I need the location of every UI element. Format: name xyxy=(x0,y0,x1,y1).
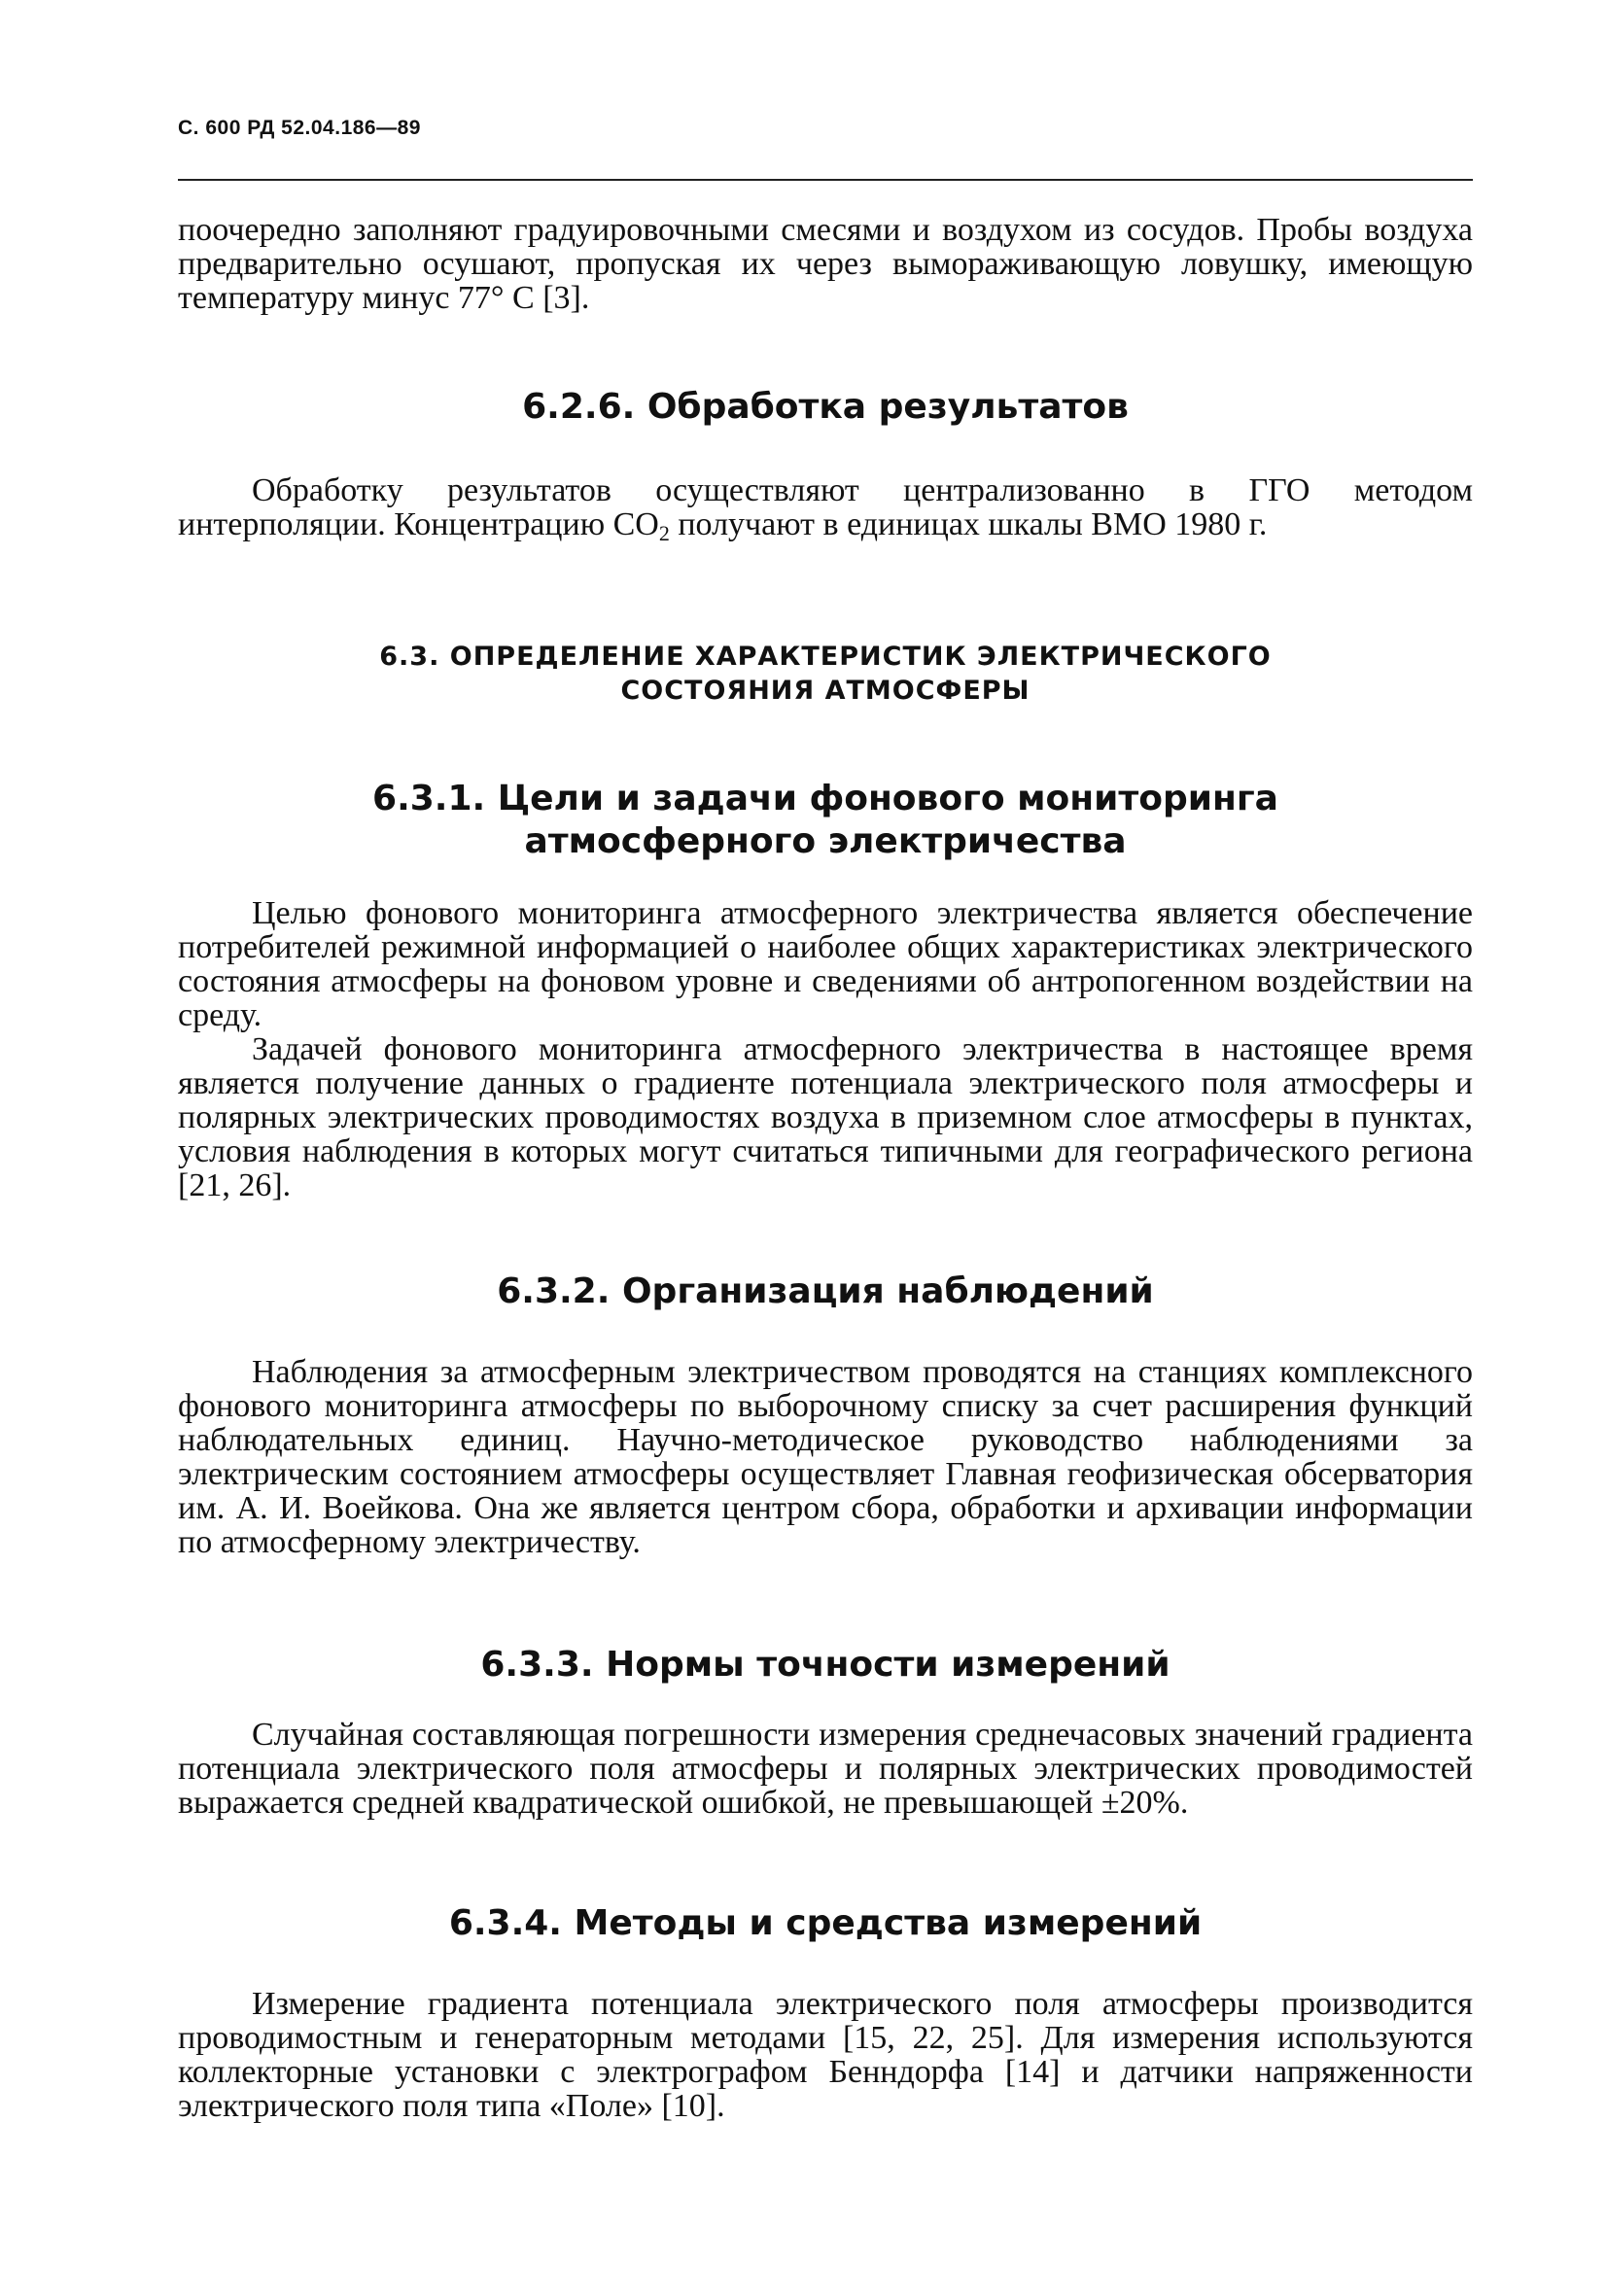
heading-6-3-2-text: 6.3.2. Организация наблюдений xyxy=(497,1271,1154,1311)
heading-6-3-3 xyxy=(178,1644,1473,1687)
processing-text-after: получают в единицах шкалы ВМО 1980 г. xyxy=(669,506,1268,542)
heading-6-3-4-text: 6.3.4. Методы и средства измерений xyxy=(448,1903,1203,1943)
section-6-3-4-body xyxy=(178,1987,1473,2123)
section-heading-6-3-line2: СОСТОЯНИЯ АТМОСФЕРЫ xyxy=(620,676,1031,706)
processing-text-before: Обработку результатов осуществляют централизованно в ГГО методом интерполяции. Концентрацию CO xyxy=(178,472,1473,542)
methods-paragraph: Измерение градиента потенциала электрического поля атмосферы производится проводимостным и генераторным методами [15, 22, 25]. Для измерения используются коллекторные установки с электрографом Бенндорфа [14] и датчики напряженности электрического поля типа «Поле» [10]. xyxy=(178,1986,1473,2124)
running-header: С. 600 РД 52.04.186—89 xyxy=(178,117,421,139)
intro-paragraph-block xyxy=(178,213,1473,315)
section-6-3-2-body xyxy=(178,1355,1473,1559)
heading-6-3-4 xyxy=(178,1902,1473,1945)
task-paragraph: Задачей фонового мониторинга атмосферного электричества в настоящее время является получение данных о градиенте потенциала электрического поля атмосферы и полярных электрических проводимостях воздуха в приземном слое атмосферы в пунктах, условия наблюдения в которых могут считаться типичными для географического региона [21, 26]. xyxy=(178,1031,1473,1203)
heading-6-3-2 xyxy=(178,1270,1473,1313)
accuracy-paragraph: Случайная составляющая погрешности измерения среднечасовых значений градиента потенциала электрического поля атмосферы и полярных электрических проводимостей выражается средней квадратической ошибкой, не превышающей ±20%. xyxy=(178,1717,1473,1821)
heading-6-3-1 xyxy=(178,778,1473,863)
goal-paragraph: Целью фонового мониторинга атмосферного электричества является обеспечение потребителей режимной информацией о наиболее общих характеристиках электрического состояния атмосферы на фоновом уровне и сведениями об антропогенном воздействии на среду. xyxy=(178,895,1473,1033)
co2-subscript: 2 xyxy=(658,521,670,545)
heading-6-3-1-line1: 6.3.1. Цели и задачи фонового мониторинга xyxy=(372,779,1278,818)
organization-paragraph: Наблюдения за атмосферным электричеством проводятся на станциях комплексного фонового мониторинга атмосферы по выборочному списку за счет расширения функций наблюдательных единиц. Научно-методическое руководство наблюдениями за электрическим состоянием атмосферы осуществляет Главная геофизическая обсерватория им. А. И. Воейкова. Она же является центром сбора, обработки и архивации информации по атмосферному электричеству. xyxy=(178,1354,1473,1560)
section-6-3-1-body xyxy=(178,896,1473,1202)
section-heading-6-3 xyxy=(178,640,1473,708)
heading-6-2-6-text: 6.2.6. Обработка результатов xyxy=(522,387,1129,427)
processing-paragraph xyxy=(178,472,1473,545)
heading-6-2-6 xyxy=(178,386,1473,429)
section-6-2-6-body xyxy=(178,472,1473,545)
heading-6-3-3-text: 6.3.3. Нормы точности измерений xyxy=(480,1645,1170,1685)
section-6-3-3-body xyxy=(178,1718,1473,1820)
intro-paragraph: поочередно заполняют градуировочными смесями и воздухом из сосудов. Пробы воздуха предварительно осушают, пропуская их через вымораживающую ловушку, имеющую температуру минус 77° С [3]. xyxy=(178,212,1473,316)
section-heading-6-3-line1: 6.3. ОПРЕДЕЛЕНИЕ ХАРАКТЕРИСТИК ЭЛЕКТРИЧЕСКОГО xyxy=(379,642,1272,672)
header-rule xyxy=(178,179,1473,181)
heading-6-3-1-line2: атмосферного электричества xyxy=(524,821,1127,861)
